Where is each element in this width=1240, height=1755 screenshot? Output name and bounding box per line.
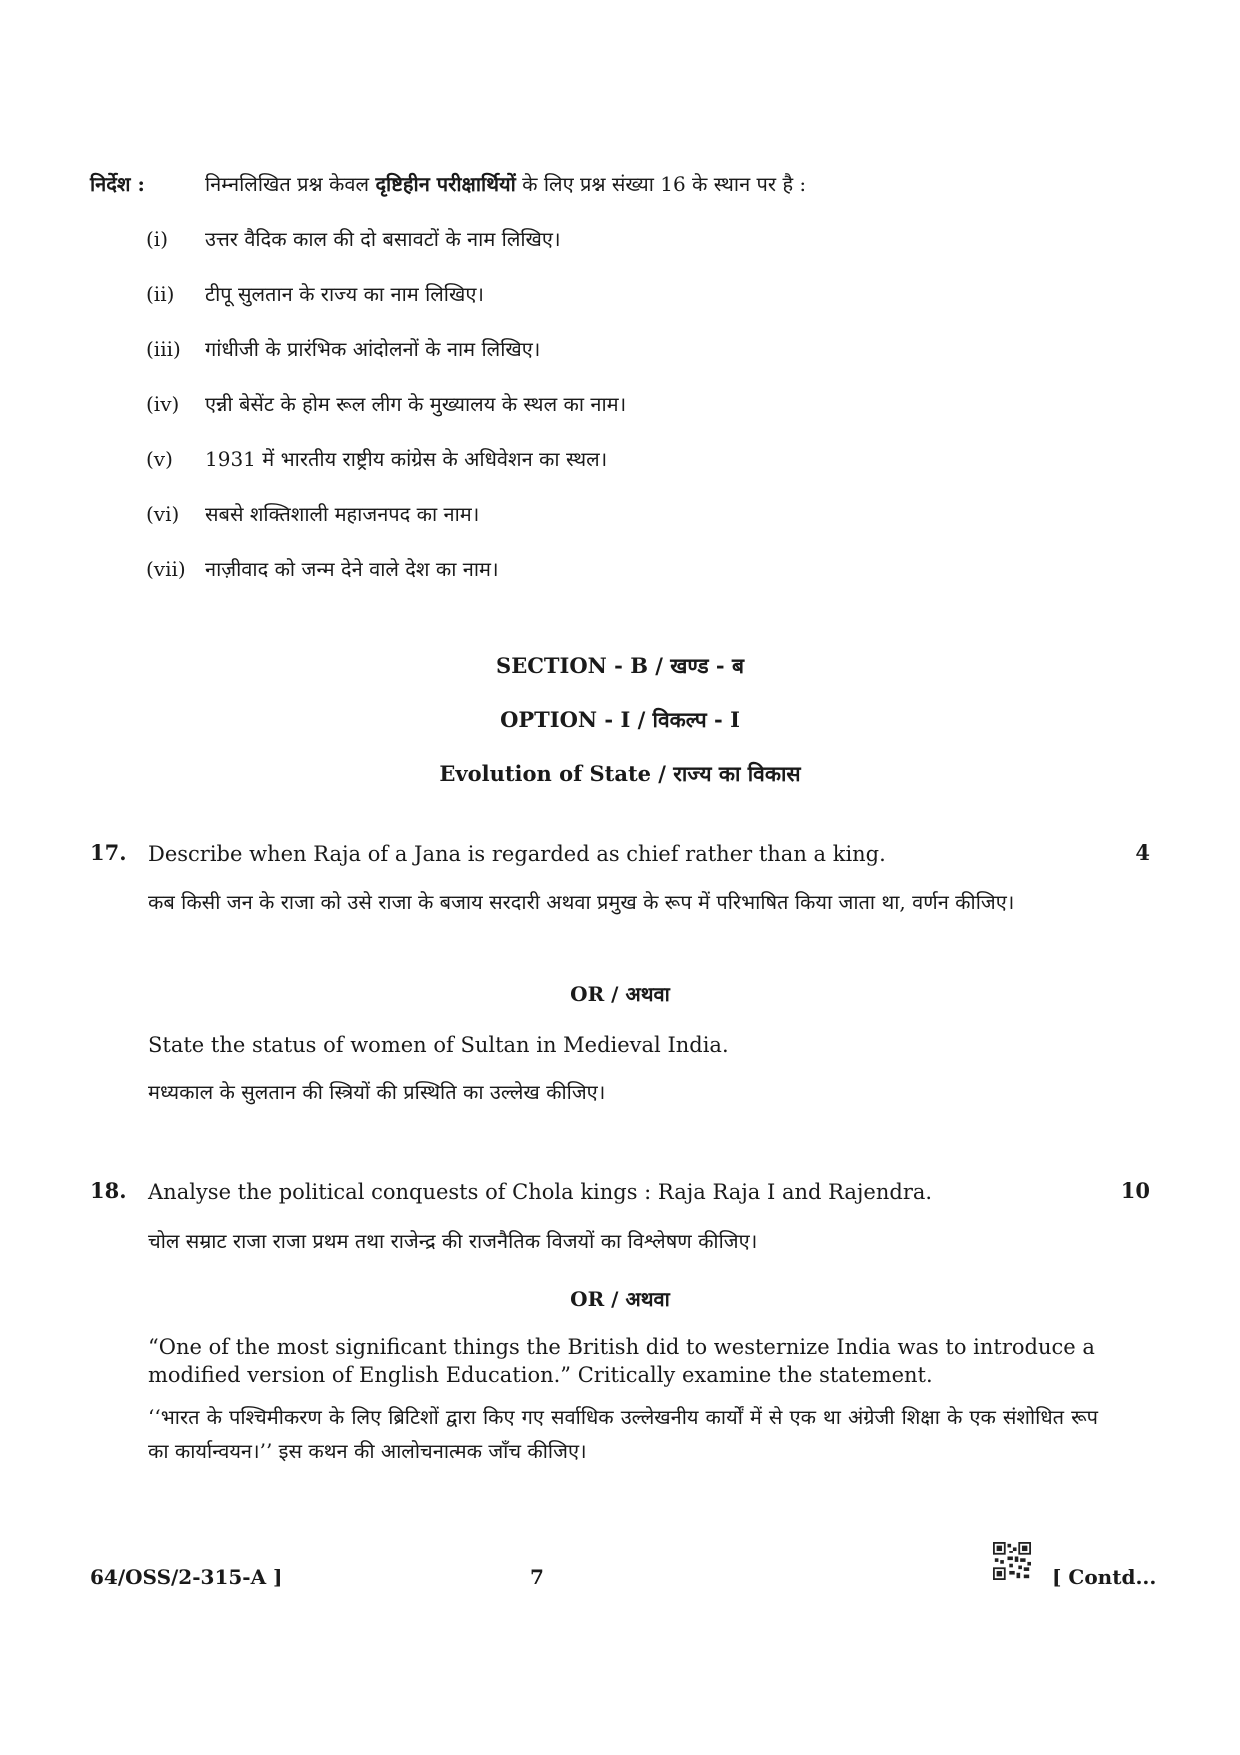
question-text-en: Analyse the political conquests of Chola kings : Raja Raja I and Rajendra. [148, 1180, 933, 1204]
alt-question-text-en: “One of the most significant things the British did to westernize India was to introduce a modified version of English Education.” Critically examine the statement. [148, 1335, 1095, 1387]
instruction-label: निर्देश : [90, 172, 145, 196]
qr-code-icon [993, 1542, 1031, 1580]
subquestion-number: (ii) [146, 282, 175, 306]
section-title: SECTION - B / खण्ड - ब [496, 653, 744, 678]
question-text-hi: कब किसी जन के राजा को उसे राजा के बजाय सरदारी अथवा प्रमुख के रूप में परिभाषित किया जाता था, वर्णन कीजिए। [148, 890, 1015, 914]
continued-label: [ Contd... [1052, 1565, 1157, 1589]
subquestion-text: गांधीजी के प्रारंभिक आंदोलनों के नाम लिखिए। [205, 337, 541, 361]
instruction-text-post: के लिए प्रश्न संख्या 16 के स्थान पर है : [515, 172, 807, 196]
question-number: 17. [90, 840, 127, 865]
option-title: OPTION - I / विकल्प - I [500, 707, 740, 732]
subquestion-text: 1931 में भारतीय राष्ट्रीय कांग्रेस के अधिवेशन का स्थल। [205, 447, 608, 471]
paper-code: 64/OSS/2-315-A ] [90, 1565, 283, 1589]
question-marks: 10 [1120, 1178, 1150, 1203]
alt-question-text-hi: मध्यकाल के सुलतान की स्त्रियों की प्रस्थिति का उल्लेख कीजिए। [148, 1080, 606, 1104]
subquestion-number: (iv) [146, 392, 180, 416]
subquestion-number: (iii) [146, 337, 181, 361]
or-separator: OR / अथवा [570, 982, 670, 1006]
question-marks: 4 [1135, 840, 1150, 865]
subquestion-text: सबसे शक्तिशाली महाजनपद का नाम। [205, 502, 480, 526]
subquestion-number: (v) [146, 447, 173, 471]
instruction-text [205, 170, 1205, 197]
subquestion-text: नाज़ीवाद को जन्म देने वाले देश का नाम। [205, 557, 499, 581]
instruction-text-pre: निम्नलिखित प्रश्न केवल [205, 172, 376, 196]
question-text-hi: चोल सम्राट राजा राजा प्रथम तथा राजेन्द्र की राजनैतिक विजयों का विश्लेषण कीजिए। [148, 1229, 758, 1253]
instruction-text-bold: दृष्टिहीन परीक्षार्थियों [375, 172, 516, 196]
subquestion-text: उत्तर वैदिक काल की दो बसावटों के नाम लिखिए। [205, 227, 561, 251]
or-separator: OR / अथवा [570, 1287, 670, 1311]
question-number: 18. [90, 1178, 127, 1203]
topic-title: Evolution of State / राज्य का विकास [439, 761, 801, 786]
subquestion-number: (vi) [146, 502, 180, 526]
page-number: 7 [530, 1565, 544, 1589]
subquestion-number: (i) [146, 227, 169, 251]
subquestion-number: (vii) [146, 557, 186, 581]
alt-question-text-hi: ‘‘भारत के पश्चिमीकरण के लिए ब्रिटिशों द्वारा किए गए सर्वाधिक उल्लेखनीय कार्यों में से एक था अंग्रेजी शिक्षा के एक संशोधित रूप का कार्यान्वयन।’’ इस कथन की आलोचनात्मक जाँच कीजिए। [148, 1405, 1098, 1463]
subquestion-text: एन्नी बेसेंट के होम रूल लीग के मुख्यालय के स्थल का नाम। [205, 392, 627, 416]
subquestion-text: टीपू सुलतान के राज्य का नाम लिखिए। [205, 282, 484, 306]
question-text-en: Describe when Raja of a Jana is regarded as chief rather than a king. [148, 842, 886, 866]
alt-question-text-en: State the status of women of Sultan in Medieval India. [148, 1033, 729, 1057]
